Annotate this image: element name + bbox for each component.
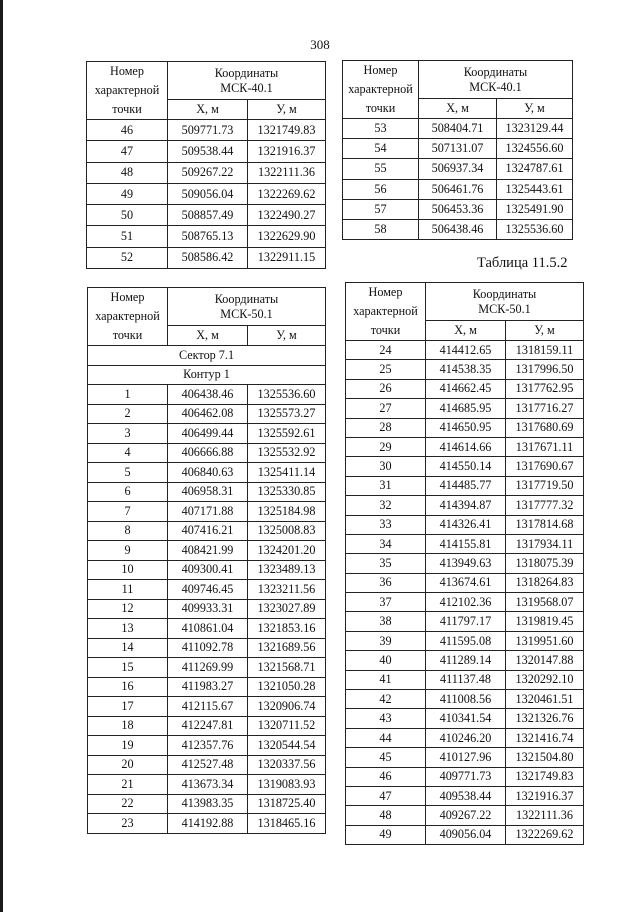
- table-row: [346, 767, 584, 786]
- y-coordinate-cell: 1317996.50: [506, 360, 584, 379]
- point-number-cell: 36: [346, 573, 426, 592]
- point-number-header-line: характерной: [94, 83, 160, 98]
- point-number-cell: 40: [346, 651, 426, 670]
- table-row: [88, 424, 326, 444]
- table-row: [346, 670, 584, 689]
- y-coordinate-cell: 1317680.69: [506, 418, 584, 437]
- table-row: [346, 360, 584, 379]
- table-row: [88, 716, 326, 736]
- x-coordinate-cell: 509538.44: [168, 141, 248, 162]
- x-coordinate-cell: 406840.63: [168, 463, 248, 483]
- point-number-cell: 47: [346, 786, 426, 805]
- y-coordinate-cell: 1325536.60: [497, 219, 573, 239]
- y-coordinate-cell: 1317671.11: [506, 437, 584, 456]
- table-row: [88, 502, 326, 522]
- point-number-header-line: Номер: [110, 64, 144, 79]
- y-coordinate-cell: 1321416.74: [506, 728, 584, 747]
- coordinates-header-line: Координаты: [214, 291, 279, 306]
- y-coordinate-cell: 1323129.44: [497, 119, 573, 139]
- y-coordinate-cell: 1325008.83: [248, 521, 326, 541]
- x-coordinate-cell: 414485.77: [426, 476, 506, 495]
- x-coordinate-cell: 410341.54: [426, 709, 506, 728]
- point-number-cell: 42: [346, 690, 426, 709]
- y-coordinate-cell: 1321504.80: [506, 748, 584, 767]
- y-coordinate-cell: 1319951.60: [506, 631, 584, 650]
- y-coordinate-cell: 1319083.93: [248, 775, 326, 795]
- x-coordinate-cell: 407416.21: [168, 521, 248, 541]
- point-number-cell: 20: [88, 755, 168, 775]
- table-row: [88, 580, 326, 600]
- table-row: [346, 825, 584, 844]
- header-row: [88, 288, 326, 326]
- table-row: [88, 404, 326, 424]
- y-coordinate-cell: 1320461.51: [506, 690, 584, 709]
- coordinate-system-label: МСК-50.1: [478, 301, 531, 316]
- table-row: [346, 554, 584, 573]
- point-number-cell: 45: [346, 748, 426, 767]
- x-coordinate-cell: 409538.44: [426, 786, 506, 805]
- x-coordinate-cell: 412527.48: [168, 755, 248, 775]
- y-coordinate-cell: 1321749.83: [506, 767, 584, 786]
- x-coordinate-cell: 414650.95: [426, 418, 506, 437]
- table-row: [87, 141, 326, 162]
- point-number-cell: 10: [88, 560, 168, 580]
- x-coordinate-cell: 414662.45: [426, 379, 506, 398]
- x-coordinate-cell: 411008.56: [426, 690, 506, 709]
- contour-label: Контур 1: [88, 365, 326, 385]
- point-number-cell: 13: [88, 619, 168, 639]
- y-coordinate-cell: 1321853.16: [248, 619, 326, 639]
- table-row: [346, 593, 584, 612]
- point-number-header-line: Номер: [363, 63, 398, 78]
- point-number-cell: 18: [88, 716, 168, 736]
- point-number-cell: 48: [346, 806, 426, 825]
- x-column-header: Х, м: [168, 100, 248, 120]
- point-number-header-line: точки: [112, 101, 142, 116]
- point-number-cell: 48: [87, 162, 168, 183]
- point-number-cell: 27: [346, 399, 426, 418]
- y-coordinate-cell: 1325573.27: [248, 404, 326, 424]
- table-row: [346, 515, 584, 534]
- point-number-cell: 24: [346, 341, 426, 360]
- table-row: [346, 690, 584, 709]
- table-row: [346, 341, 584, 360]
- x-coordinate-cell: 506453.36: [419, 199, 497, 219]
- x-coordinate-cell: 411797.17: [426, 612, 506, 631]
- y-coordinate-cell: 1321916.37: [506, 786, 584, 805]
- y-coordinate-cell: 1320337.56: [248, 755, 326, 775]
- coordinates-header: [168, 62, 326, 100]
- y-coordinate-cell: 1325532.92: [248, 443, 326, 463]
- x-coordinate-cell: 414685.95: [426, 399, 506, 418]
- table-row: [87, 226, 326, 247]
- point-number-header-line: точки: [112, 327, 143, 342]
- x-coordinate-cell: 412102.36: [426, 593, 506, 612]
- point-number-header-line: Номер: [368, 285, 403, 300]
- table-row: [343, 199, 573, 219]
- point-number-header-line: точки: [370, 322, 401, 337]
- x-coordinate-cell: 407171.88: [168, 502, 248, 522]
- point-number-cell: 3: [88, 424, 168, 444]
- point-number-header-line: характерной: [353, 304, 418, 319]
- table-row: [88, 599, 326, 619]
- table-row: [343, 119, 573, 139]
- table-row: [346, 631, 584, 650]
- x-coordinate-cell: 409933.31: [168, 599, 248, 619]
- x-coordinate-cell: 411595.08: [426, 631, 506, 650]
- point-number-cell: 29: [346, 437, 426, 456]
- table-row: [346, 457, 584, 476]
- y-coordinate-cell: 1317934.11: [506, 534, 584, 553]
- table-row: [88, 814, 326, 834]
- x-coordinate-cell: 413983.35: [168, 794, 248, 814]
- y-coordinate-cell: 1322111.36: [248, 162, 326, 183]
- y-coordinate-cell: 1317814.68: [506, 515, 584, 534]
- table-row: [88, 482, 326, 502]
- y-coordinate-cell: 1322629.90: [248, 226, 326, 247]
- coords-table-top-left: [86, 61, 326, 269]
- table-row: [87, 247, 326, 268]
- coords-table-bottom-right: [345, 282, 584, 845]
- point-number-cell: 21: [88, 775, 168, 795]
- point-number-cell: 49: [346, 825, 426, 844]
- table-row: [343, 159, 573, 179]
- y-coordinate-cell: 1325491.90: [497, 199, 573, 219]
- x-coordinate-cell: 411269.99: [168, 658, 248, 678]
- y-coordinate-cell: 1319568.07: [506, 593, 584, 612]
- x-coordinate-cell: 509771.73: [168, 120, 248, 141]
- y-coordinate-cell: 1325411.14: [248, 463, 326, 483]
- point-number-cell: 35: [346, 554, 426, 573]
- coordinate-system-label: МСК-40.1: [220, 80, 273, 95]
- point-number-header-line: точки: [365, 100, 396, 115]
- point-number-cell: 30: [346, 457, 426, 476]
- point-number-cell: 8: [88, 521, 168, 541]
- x-column-header: Х, м: [426, 321, 506, 341]
- y-coordinate-cell: 1325592.61: [248, 424, 326, 444]
- y-coordinate-cell: 1325330.85: [248, 482, 326, 502]
- table-row: [346, 728, 584, 747]
- point-number-header: [346, 283, 426, 341]
- table-row: [346, 437, 584, 456]
- point-number-header-line: Номер: [110, 290, 145, 305]
- table-row: [346, 612, 584, 631]
- x-coordinate-cell: 410861.04: [168, 619, 248, 639]
- point-number-cell: 28: [346, 418, 426, 437]
- x-coordinate-cell: 411983.27: [168, 677, 248, 697]
- y-coordinate-cell: 1320906.74: [248, 697, 326, 717]
- table-row: [346, 379, 584, 398]
- coordinates-header-line: Координаты: [463, 64, 528, 79]
- table-row: [346, 418, 584, 437]
- x-coordinate-cell: 406462.08: [168, 404, 248, 424]
- point-number-header: [88, 288, 168, 346]
- y-column-header: У, м: [506, 321, 584, 341]
- point-number-cell: 51: [87, 226, 168, 247]
- point-number-header-line: характерной: [348, 82, 413, 97]
- x-coordinate-cell: 406958.31: [168, 482, 248, 502]
- table-caption: Таблица 11.5.2: [477, 255, 568, 271]
- y-coordinate-cell: 1318159.11: [506, 341, 584, 360]
- point-number-header-line: характерной: [95, 309, 160, 324]
- point-number-cell: 46: [87, 120, 168, 141]
- y-coordinate-cell: 1323027.89: [248, 599, 326, 619]
- x-coordinate-cell: 414412.65: [426, 341, 506, 360]
- y-coordinate-cell: 1321689.56: [248, 638, 326, 658]
- x-coordinate-cell: 414326.41: [426, 515, 506, 534]
- point-number-cell: 38: [346, 612, 426, 631]
- table-row: [88, 560, 326, 580]
- table-row: [88, 638, 326, 658]
- table-row: [346, 806, 584, 825]
- y-coordinate-cell: 1320711.52: [248, 716, 326, 736]
- y-coordinate-cell: 1320544.54: [248, 736, 326, 756]
- y-coordinate-cell: 1320147.88: [506, 651, 584, 670]
- x-coordinate-cell: 414192.88: [168, 814, 248, 834]
- point-number-cell: 26: [346, 379, 426, 398]
- point-number-cell: 2: [88, 404, 168, 424]
- header-row: [87, 62, 326, 100]
- point-number-cell: 41: [346, 670, 426, 689]
- y-coordinate-cell: 1318465.16: [248, 814, 326, 834]
- y-coordinate-cell: 1317719.50: [506, 476, 584, 495]
- point-number-cell: 50: [87, 205, 168, 226]
- point-number-cell: 14: [88, 638, 168, 658]
- x-coordinate-cell: 506461.76: [419, 179, 497, 199]
- y-coordinate-cell: 1325536.60: [248, 385, 326, 405]
- span-row: [88, 365, 326, 385]
- y-column-header: У, м: [497, 99, 573, 119]
- y-coordinate-cell: 1324201.20: [248, 541, 326, 561]
- point-number-cell: 7: [88, 502, 168, 522]
- point-number-cell: 9: [88, 541, 168, 561]
- y-coordinate-cell: 1317690.67: [506, 457, 584, 476]
- coordinates-header-line: Координаты: [214, 65, 279, 80]
- table-row: [346, 534, 584, 553]
- x-coordinate-cell: 412247.81: [168, 716, 248, 736]
- page-number: 308: [310, 37, 330, 52]
- table-row: [343, 139, 573, 159]
- point-number-cell: 12: [88, 599, 168, 619]
- point-number-cell: 53: [343, 119, 419, 139]
- y-coordinate-cell: 1317762.95: [506, 379, 584, 398]
- table-row: [88, 521, 326, 541]
- point-number-cell: 17: [88, 697, 168, 717]
- coordinates-header-line: Координаты: [472, 286, 537, 301]
- y-coordinate-cell: 1318264.83: [506, 573, 584, 592]
- table-row: [88, 385, 326, 405]
- table-row: [88, 619, 326, 639]
- x-column-header: Х, м: [419, 99, 497, 119]
- point-number-cell: 6: [88, 482, 168, 502]
- point-number-cell: 4: [88, 443, 168, 463]
- table-row: [87, 162, 326, 183]
- x-coordinate-cell: 411289.14: [426, 651, 506, 670]
- y-coordinate-cell: 1323489.13: [248, 560, 326, 580]
- point-number-cell: 54: [343, 139, 419, 159]
- x-coordinate-cell: 507131.07: [419, 139, 497, 159]
- point-number-cell: 31: [346, 476, 426, 495]
- table-row: [88, 541, 326, 561]
- table-row: [343, 179, 573, 199]
- x-coordinate-cell: 406666.88: [168, 443, 248, 463]
- y-coordinate-cell: 1322911.15: [248, 247, 326, 268]
- x-coordinate-cell: 413674.61: [426, 573, 506, 592]
- x-coordinate-cell: 414614.66: [426, 437, 506, 456]
- table-row: [346, 651, 584, 670]
- header-row: [343, 61, 573, 99]
- x-coordinate-cell: 409056.04: [426, 825, 506, 844]
- table-row: [87, 120, 326, 141]
- table-row: [87, 205, 326, 226]
- x-coordinate-cell: 409300.41: [168, 560, 248, 580]
- table-row: [346, 748, 584, 767]
- x-coordinate-cell: 508586.42: [168, 247, 248, 268]
- coordinates-header: [168, 288, 326, 326]
- point-number-cell: 34: [346, 534, 426, 553]
- point-number-cell: 44: [346, 728, 426, 747]
- x-column-header: Х, м: [168, 326, 248, 346]
- x-coordinate-cell: 410127.96: [426, 748, 506, 767]
- x-coordinate-cell: 413673.34: [168, 775, 248, 795]
- y-coordinate-cell: 1317716.27: [506, 399, 584, 418]
- coords-table-top-right: [342, 60, 573, 240]
- x-coordinate-cell: 414538.35: [426, 360, 506, 379]
- y-column-header: У, м: [248, 100, 326, 120]
- sector-label: Сектор 7.1: [88, 346, 326, 366]
- x-coordinate-cell: 412357.76: [168, 736, 248, 756]
- x-coordinate-cell: 409267.22: [426, 806, 506, 825]
- point-number-cell: 52: [87, 247, 168, 268]
- point-number-cell: 58: [343, 219, 419, 239]
- point-number-cell: 5: [88, 463, 168, 483]
- point-number-cell: 22: [88, 794, 168, 814]
- table-row: [343, 219, 573, 239]
- point-number-cell: 11: [88, 580, 168, 600]
- point-number-cell: 56: [343, 179, 419, 199]
- x-coordinate-cell: 411092.78: [168, 638, 248, 658]
- table-row: [88, 794, 326, 814]
- table-row: [346, 786, 584, 805]
- x-coordinate-cell: 414394.87: [426, 496, 506, 515]
- x-coordinate-cell: 410246.20: [426, 728, 506, 747]
- y-coordinate-cell: 1318075.39: [506, 554, 584, 573]
- x-coordinate-cell: 406438.46: [168, 385, 248, 405]
- x-coordinate-cell: 412115.67: [168, 697, 248, 717]
- point-number-cell: 57: [343, 199, 419, 219]
- point-number-cell: 49: [87, 183, 168, 204]
- x-coordinate-cell: 414155.81: [426, 534, 506, 553]
- x-coordinate-cell: 409746.45: [168, 580, 248, 600]
- x-coordinate-cell: 506937.34: [419, 159, 497, 179]
- table-row: [88, 755, 326, 775]
- y-coordinate-cell: 1322490.27: [248, 205, 326, 226]
- x-coordinate-cell: 509056.04: [168, 183, 248, 204]
- y-coordinate-cell: 1321050.28: [248, 677, 326, 697]
- point-number-header: [343, 61, 419, 119]
- table-row: [88, 463, 326, 483]
- point-number-cell: 19: [88, 736, 168, 756]
- point-number-cell: 55: [343, 159, 419, 179]
- y-coordinate-cell: 1325184.98: [248, 502, 326, 522]
- x-coordinate-cell: 406499.44: [168, 424, 248, 444]
- table-row: [346, 476, 584, 495]
- coordinate-system-label: МСК-50.1: [220, 306, 273, 321]
- x-coordinate-cell: 408421.99: [168, 541, 248, 561]
- x-coordinate-cell: 508857.49: [168, 205, 248, 226]
- table-row: [87, 183, 326, 204]
- coords-table-bottom-left: [87, 287, 326, 834]
- y-coordinate-cell: 1320292.10: [506, 670, 584, 689]
- point-number-cell: 37: [346, 593, 426, 612]
- x-coordinate-cell: 409771.73: [426, 767, 506, 786]
- y-coordinate-cell: 1319819.45: [506, 612, 584, 631]
- point-number-cell: 32: [346, 496, 426, 515]
- y-coordinate-cell: 1322269.62: [506, 825, 584, 844]
- point-number-cell: 33: [346, 515, 426, 534]
- table-row: [88, 443, 326, 463]
- y-coordinate-cell: 1321916.37: [248, 141, 326, 162]
- point-number-cell: 23: [88, 814, 168, 834]
- point-number-cell: 46: [346, 767, 426, 786]
- y-coordinate-cell: 1321326.76: [506, 709, 584, 728]
- table-row: [88, 658, 326, 678]
- point-number-cell: 47: [87, 141, 168, 162]
- span-row: [88, 346, 326, 366]
- table-row: [346, 496, 584, 515]
- y-coordinate-cell: 1324787.61: [497, 159, 573, 179]
- point-number-header: [87, 62, 168, 120]
- y-column-header: У, м: [248, 326, 326, 346]
- point-number-cell: 43: [346, 709, 426, 728]
- y-coordinate-cell: 1325443.61: [497, 179, 573, 199]
- x-coordinate-cell: 508765.13: [168, 226, 248, 247]
- x-coordinate-cell: 506438.46: [419, 219, 497, 239]
- x-coordinate-cell: 414550.14: [426, 457, 506, 476]
- point-number-cell: 16: [88, 677, 168, 697]
- y-coordinate-cell: 1324556.60: [497, 139, 573, 159]
- table-row: [88, 677, 326, 697]
- coordinates-header: [426, 283, 584, 321]
- point-number-cell: 25: [346, 360, 426, 379]
- x-coordinate-cell: 411137.48: [426, 670, 506, 689]
- y-coordinate-cell: 1317777.32: [506, 496, 584, 515]
- x-coordinate-cell: 413949.63: [426, 554, 506, 573]
- y-coordinate-cell: 1322269.62: [248, 183, 326, 204]
- x-coordinate-cell: 508404.71: [419, 119, 497, 139]
- table-row: [88, 775, 326, 795]
- table-row: [346, 709, 584, 728]
- y-coordinate-cell: 1322111.36: [506, 806, 584, 825]
- y-coordinate-cell: 1321749.83: [248, 120, 326, 141]
- table-row: [346, 573, 584, 592]
- x-coordinate-cell: 509267.22: [168, 162, 248, 183]
- table-row: [346, 399, 584, 418]
- y-coordinate-cell: 1318725.40: [248, 794, 326, 814]
- header-row: [346, 283, 584, 321]
- point-number-cell: 1: [88, 385, 168, 405]
- coordinate-system-label: МСК-40.1: [469, 79, 522, 94]
- y-coordinate-cell: 1323211.56: [248, 580, 326, 600]
- y-coordinate-cell: 1321568.71: [248, 658, 326, 678]
- table-row: [88, 736, 326, 756]
- point-number-cell: 39: [346, 631, 426, 650]
- page-border-line: [0, 0, 3, 912]
- table-row: [88, 697, 326, 717]
- coordinates-header: [419, 61, 573, 99]
- point-number-cell: 15: [88, 658, 168, 678]
